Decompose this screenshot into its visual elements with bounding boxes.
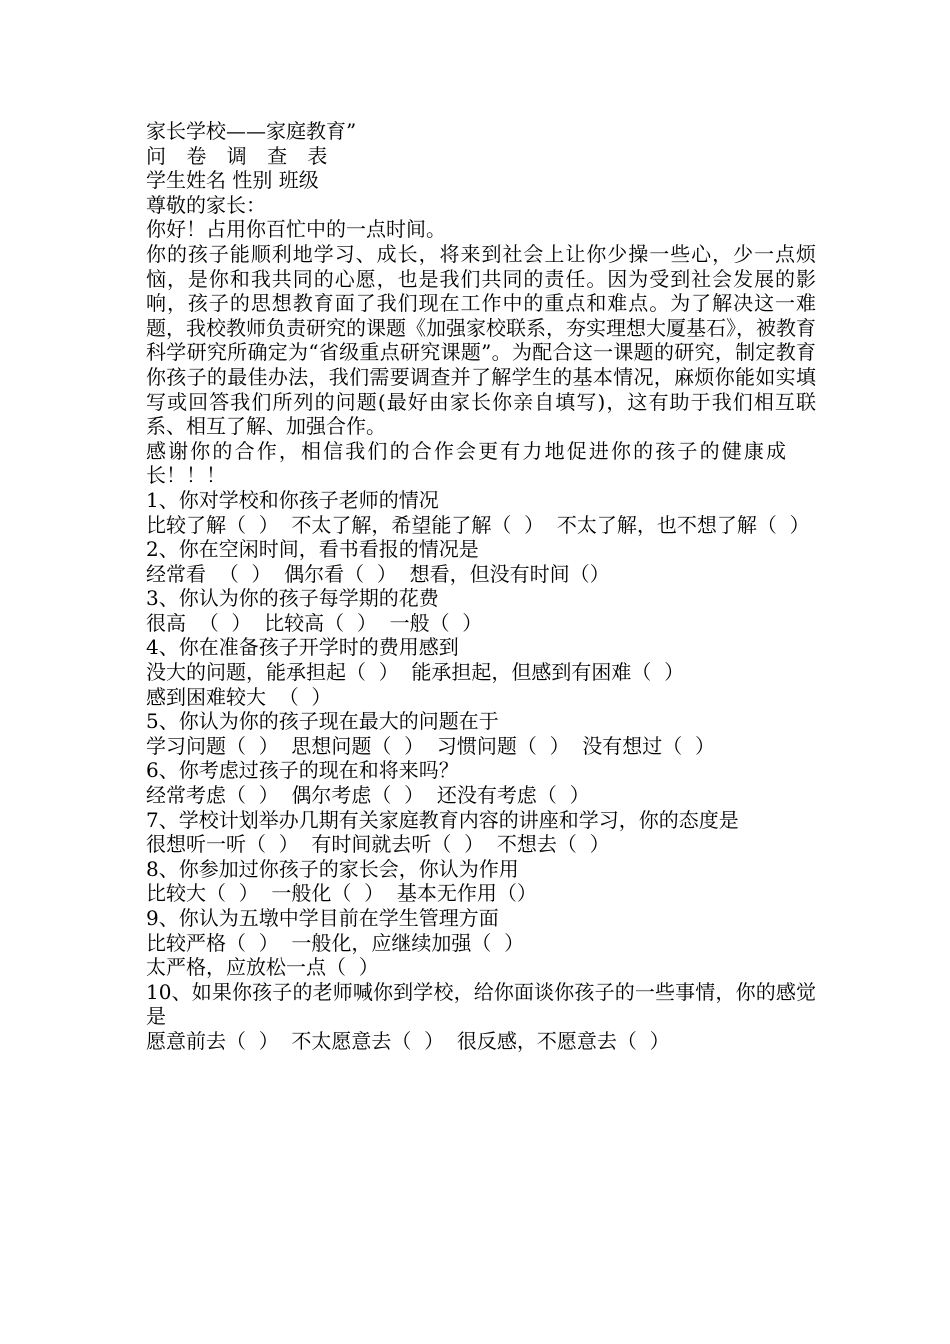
document-title: 家长学校——家庭教育” bbox=[146, 119, 357, 143]
question-4-options: 没大的问题，能承担起（ ） 能承担起，但感到有困难（ ） bbox=[146, 660, 685, 685]
question-1-options: 比较了解（ ） 不太了解，希望能了解（ ） 不太了解，也不想了解（ ） bbox=[146, 512, 810, 537]
letter-salutation: 尊敬的家长： bbox=[146, 192, 266, 217]
letter-greeting: 你好！占用你百忙中的一点时间。 bbox=[146, 217, 446, 242]
question-5: 5、你认为你的孩子现在最大的问题在于 bbox=[146, 709, 499, 734]
question-7: 7、学校计划举办几期有关家庭教育内容的讲座和学习，你的态度是 bbox=[146, 807, 739, 832]
letter-thanks: 感谢你的合作，相信我们的合作会更有力地促进你的孩子的健康成长！！！ bbox=[146, 438, 786, 488]
question-8-options: 比较大（ ） 一般化（ ） 基本无作用（） bbox=[146, 881, 537, 906]
student-info-line: 学生姓名 性别 班级 bbox=[146, 168, 319, 193]
question-6: 6、你考虑过孩子的现在和将来吗？ bbox=[146, 758, 459, 783]
question-9-options: 比较严格（ ） 一般化，应继续加强（ ） bbox=[146, 930, 525, 955]
letter-body: 你的孩子能顺利地学习、成长，将来到社会上让你少操一些心，少一点烦恼，是你和我共同的心愿，也是我们共同的责任。因为受到社会发展的影响，孩子的思想教育面了我们现在工作中的重点和难点。为了解决这一难题，我校教师负责研究的课题《加强家校联系，夯实理想大厦基石》，被教育科学研究所确定为“省级重点研究课题”。为配合这一课题的研究，制定教育你孩子的最佳办法，我们需要调查并了解学生的基本情况，麻烦你能如实填写或回答我们所列的问题(最好由家长你亲自填写)，这有助于我们相互联系、相互了解、加强合作。 bbox=[146, 241, 816, 439]
document-subtitle: 问 卷 调 查 表 bbox=[146, 143, 335, 168]
question-8: 8、你参加过你孩子的家长会，你认为作用 bbox=[146, 856, 519, 881]
question-3-options: 很高 （ ） 比较高（ ） 一般（ ） bbox=[146, 610, 483, 635]
question-2-options: 经常看 （ ） 偶尔看（ ） 想看，但没有时间（） bbox=[146, 561, 610, 586]
question-4: 4、你在准备孩子开学时的费用感到 bbox=[146, 635, 459, 660]
question-2: 2、你在空闲时间，看书看报的情况是 bbox=[146, 537, 479, 562]
question-5-options: 学习问题（ ） 思想问题（ ） 习惯问题（ ） 没有想过（ ） bbox=[146, 733, 716, 758]
question-10: 10、如果你孩子的老师喊你到学校，给你面谈你孩子的一些事情，你的感觉是 bbox=[146, 979, 816, 1029]
question-9: 9、你认为五墩中学目前在学生管理方面 bbox=[146, 906, 499, 930]
question-1: 1、你对学校和你孩子老师的情况 bbox=[146, 487, 439, 512]
question-9-options-extra: 太严格，应放松一点（ ） bbox=[146, 955, 379, 980]
question-3: 3、你认为你的孩子每学期的花费 bbox=[146, 586, 439, 611]
question-7-options: 很想听一听（ ） 有时间就去听（ ） 不想去（ ） bbox=[146, 832, 610, 857]
question-10-options: 愿意前去（ ） 不太愿意去（ ） 很反感，不愿意去（ ） bbox=[146, 1028, 670, 1053]
question-6-options: 经常考虑（ ） 偶尔考虑（ ） 还没有考虑（ ） bbox=[146, 783, 590, 808]
question-4-options-extra: 感到困难较大 （ ） bbox=[146, 684, 332, 709]
questionnaire-document bbox=[146, 119, 816, 1054]
